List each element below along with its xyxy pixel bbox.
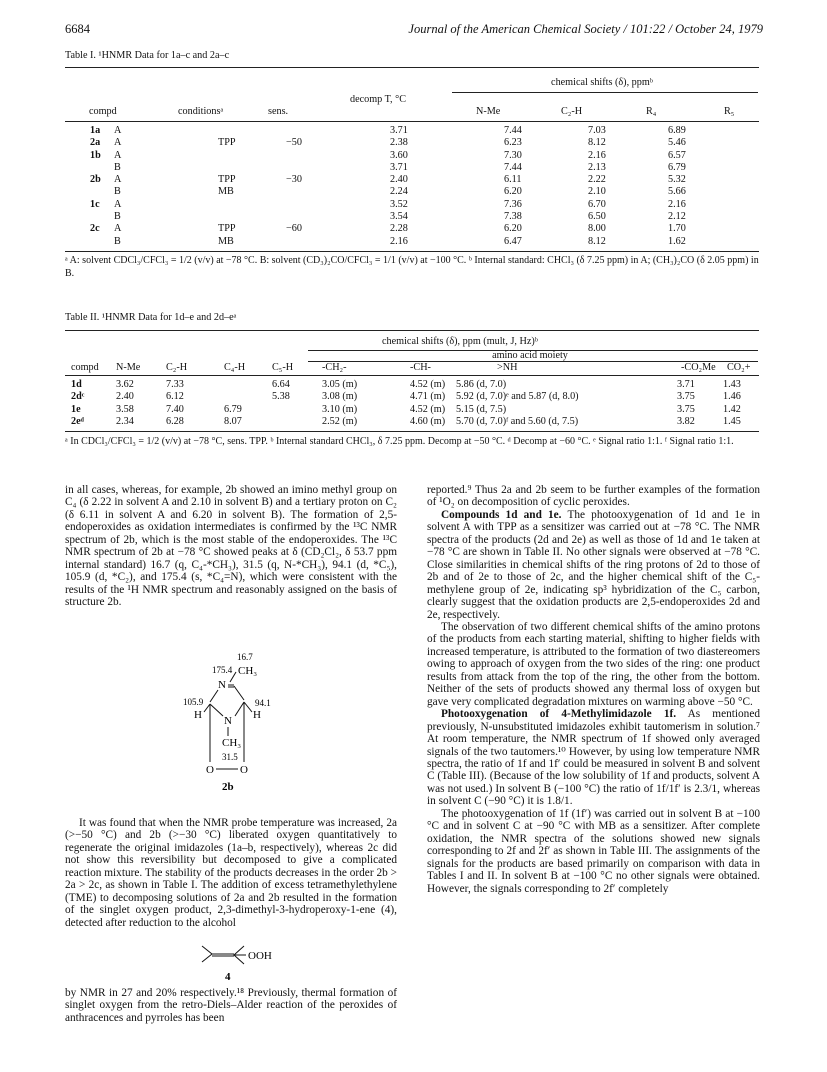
paragraph: by NMR in 27 and 20% respectively.¹⁸ Previously, thermal formation of singlet oxygen from the retro-Diels–Alder reaction of the peroxides of anthracences and pyrroles has been xyxy=(65,987,397,1024)
table-cell: 6.64 xyxy=(272,379,290,390)
paragraph: The observation of two different chemical shifts of the amino protons of the products from each starting material, shifting to higher fields with increased temperature, is attributed to the formation of two diastereomers owing to approach of oxygen from the two sides of the ring: one product results from attack from the top of the ring, the other from the bottom. Neither of the sets of products showed any thermal loss of oxygen but gave very complicated degradation mixtures on warming above −50 °C. xyxy=(427,620,760,708)
table-cell: 1.43 xyxy=(723,379,741,390)
structure-label: H xyxy=(253,709,261,721)
table-cell: 5.66 xyxy=(668,186,686,198)
table-cell: 6.12 xyxy=(166,391,184,403)
table-cell: −30 xyxy=(286,174,302,186)
table-cell: 8.07 xyxy=(224,415,242,427)
table-cell: 2.40 xyxy=(390,174,408,186)
table-cell: 5.92 (d, 7.0)ᵉ and 5.87 (d, 8.0) xyxy=(456,391,579,403)
table-cell: 7.33 xyxy=(166,379,184,390)
table-cell: 5.38 xyxy=(272,391,290,403)
table-cell: 2.13 xyxy=(588,161,606,173)
table-cell: 2.24 xyxy=(390,186,408,198)
table-cell: 7.44 xyxy=(504,161,522,173)
table1-bottom-rule xyxy=(65,251,759,252)
structure-label: 16.7 xyxy=(237,652,253,662)
table-cell: 1d xyxy=(71,379,82,390)
table-cell: 6.20 xyxy=(504,186,522,198)
table1-col-compd: compd xyxy=(89,106,117,117)
left-column-bottom xyxy=(65,987,397,1024)
table-row xyxy=(90,223,745,235)
table-cell: 5.86 (d, 7.0) xyxy=(456,379,507,390)
table-row xyxy=(71,404,759,416)
table1-body xyxy=(90,125,745,248)
left-column-middle xyxy=(65,817,397,929)
table-cell: 1.62 xyxy=(668,235,686,247)
table2-group-header: chemical shifts (δ), ppm (mult, J, Hz)ᵇ xyxy=(382,336,538,347)
table-cell: B xyxy=(114,211,121,223)
table-cell: 1.45 xyxy=(723,415,741,427)
table-row xyxy=(90,125,745,137)
paragraph-heading: Photooxygenation of 4-Methylimidazole 1f. xyxy=(441,708,677,721)
table-cell: 4.71 (m) xyxy=(410,391,446,403)
table-cell: 8.12 xyxy=(588,137,606,149)
structure-label: 94.1 xyxy=(255,698,271,708)
bond-line xyxy=(244,702,252,712)
table-cell xyxy=(218,125,286,137)
table2-header-rule xyxy=(65,375,759,376)
structure-label: CH₃ xyxy=(222,737,242,749)
table-cell: 5.15 (d, 7.5) xyxy=(456,403,507,415)
structure-label: O xyxy=(206,764,214,776)
table2-col-c5h: C₅-H xyxy=(272,362,294,373)
table-cell: 6.47 xyxy=(504,235,522,247)
table-row xyxy=(90,150,745,162)
table2-col-ch: -CH- xyxy=(410,362,431,373)
table2-col-c2h: C₂-H xyxy=(166,362,188,373)
table-cell: A xyxy=(114,223,122,235)
table-cell: 2a xyxy=(90,137,101,149)
table-cell: 2.16 xyxy=(588,149,606,161)
table-row xyxy=(90,236,745,248)
structure-label: 105.9 xyxy=(183,697,204,707)
table-cell: 3.08 (m) xyxy=(322,391,358,403)
table-cell: 3.75 xyxy=(677,403,695,415)
table-cell xyxy=(224,379,272,391)
table-cell: 1.42 xyxy=(723,403,741,415)
table-cell xyxy=(90,211,114,223)
table-cell: 4.52 (m) xyxy=(410,403,446,415)
table-cell: A xyxy=(114,137,122,149)
table-cell: 3.75 xyxy=(677,391,695,403)
table2-col-co2plus: CO₂+ xyxy=(727,362,751,373)
table1-top-rule xyxy=(65,67,759,68)
table-cell: A xyxy=(114,198,122,210)
structure-4-label: 4 xyxy=(225,971,231,983)
table-cell xyxy=(218,150,286,162)
table-cell: TPP xyxy=(218,174,236,186)
table-row xyxy=(71,416,759,428)
table-cell: 1c xyxy=(90,198,100,210)
table-cell: 2.22 xyxy=(588,174,606,186)
table-cell xyxy=(286,150,390,162)
left-column-top xyxy=(65,484,397,609)
table-cell: 4.52 (m) xyxy=(410,379,446,390)
table-cell: 3.71 xyxy=(677,379,695,390)
table-cell xyxy=(218,199,286,211)
table1-caption: Table I. ¹HNMR Data for 1a–c and 2a–c xyxy=(65,50,230,61)
table-cell xyxy=(90,186,114,198)
table-cell: 3.54 xyxy=(390,211,408,223)
table-cell: 1a xyxy=(90,125,101,136)
paragraph: It was found that when the NMR probe temperature was increased, 2a (>−50 °C) and 2b (>−30 °C) liberated oxygen quantitatively to regenerate the original imidazoles (1a–b, respectively), whereas 2c did not show this reversibility but decomposed to give a complicated reaction mixture. The stability of the products decreases in the order 2b > 2a > 2c, as shown in Table I. The addition of excess tetramethylethylene (TME) to decomposing solutions of 2a and 2b resulted in the formation of the singlet oxygen product, 2,3-dimethyl-3-hydroperoxy-1-ene (4), detected after reduction to the alcohol xyxy=(65,817,397,929)
table-cell: MB xyxy=(218,235,234,247)
table-cell: 6.50 xyxy=(588,211,606,223)
table-cell: 2eᵈ xyxy=(71,415,84,427)
table-cell: B xyxy=(114,235,121,247)
table2-col-ch2: -CH₂- xyxy=(322,362,347,373)
structure-label: O xyxy=(240,764,248,776)
table-cell: MB xyxy=(218,186,234,198)
table-cell: B xyxy=(114,186,121,198)
table-cell: 7.36 xyxy=(504,198,522,210)
bond-line xyxy=(210,704,223,716)
structure-label: N xyxy=(218,679,226,691)
table-cell: 2.12 xyxy=(668,211,686,223)
table-cell: 6.79 xyxy=(224,403,242,415)
table-cell xyxy=(286,211,390,223)
table-cell: A xyxy=(114,174,122,186)
table1-col-conditions: conditionsᵃ xyxy=(178,106,224,117)
table-cell xyxy=(272,404,322,416)
table2-top-rule xyxy=(65,330,759,331)
table-row xyxy=(90,174,745,186)
table-cell: 2c xyxy=(90,223,100,235)
running-header: Journal of the American Chemical Society / 101:22 / October 24, 1979 xyxy=(408,22,763,36)
table-row xyxy=(90,162,745,174)
table-cell: 7.44 xyxy=(504,125,522,136)
table-cell: 3.60 xyxy=(390,149,408,161)
table-cell: 3.71 xyxy=(390,125,408,136)
table-cell xyxy=(224,391,272,403)
table-cell: 2.34 xyxy=(116,415,134,427)
table2-col-co2me: -CO₂Me xyxy=(681,362,716,373)
table-row xyxy=(90,137,745,149)
table-cell: 2.38 xyxy=(390,137,408,149)
table-cell: 6.11 xyxy=(504,174,522,186)
table-cell: 6.89 xyxy=(668,125,686,136)
table2-col-c4h: C₄-H xyxy=(224,362,246,373)
bond-line xyxy=(234,686,244,700)
table1-col-nme: N-Me xyxy=(476,106,501,117)
table-cell: 8.00 xyxy=(588,223,606,235)
paragraph-text: The photooxygenation of 1d and 1e in solvent A with TPP as a sensitizer was carried out at −78 °C. The NMR spectra of the products (2d and 2e) as well as those of 1d and 1e taken at −78 °C are shown in Table II. No other signals were observed at −78 °C. Close similarities in chemical shifts of the ring protons of 2d to those of 2b and of 2e to those of 2c, and the higher chemical shift of the C₅-methylene group of 2e, indicating sp³ hybridization of the C₅ carbon, clearly suggest that the oxidation products are 2,5-endoperoxides 2d and 2e, respectively. xyxy=(427,508,760,621)
table-cell: 7.40 xyxy=(166,403,184,415)
table-cell: 3.52 xyxy=(390,198,408,210)
bond-line xyxy=(210,690,218,702)
table2-body xyxy=(71,379,759,428)
table-cell: TPP xyxy=(218,137,236,149)
table-cell: 7.30 xyxy=(504,149,522,161)
bond-line xyxy=(204,704,210,712)
table-cell: 2dᶜ xyxy=(71,391,85,403)
table-cell: 2.16 xyxy=(668,198,686,210)
table-cell: 5.70 (d, 7.0)ᶠ and 5.60 (d, 7.5) xyxy=(456,415,579,427)
table-cell: 6.57 xyxy=(668,149,686,161)
structure-label: H xyxy=(194,709,202,721)
table-cell: 3.58 xyxy=(116,403,134,415)
structure-label: N xyxy=(224,715,232,727)
table-cell: 2b xyxy=(90,174,101,186)
table1-col-sens: sens. xyxy=(268,106,289,117)
paragraph-heading: Compounds 1d and 1e. xyxy=(441,508,562,521)
table-cell: 5.32 xyxy=(668,174,686,186)
table-cell xyxy=(286,186,390,198)
table-cell: 5.46 xyxy=(668,137,686,149)
table2-bottom-rule xyxy=(65,431,759,432)
table-cell: 6.79 xyxy=(668,161,686,173)
table1-group-rule xyxy=(452,92,758,93)
table1-group-header: chemical shifts (δ), ppmᵇ xyxy=(551,77,653,88)
table-cell: A xyxy=(114,149,122,161)
table-row xyxy=(71,379,759,391)
structure-2b-label: 2b xyxy=(222,781,234,793)
table-cell xyxy=(90,162,114,174)
table1-footnote: ᵃ A: solvent CDCl₃/CFCl₃ = 1/2 (v/v) at −78 °C. B: solvent (CD₃)₂CO/CFCl₃ = 1/1 (v/v) at −100 °C. ᵇ Internal standard: CHCl₃ (δ 7.25 ppm) in A; (CH₃)₂CO (δ 2.05 ppm) in B. xyxy=(65,255,759,279)
paragraph-text: As mentioned previously, N-unsubstituted imidazoles exhibit tautomerism in solution.⁷ At room temperature, the NMR spectrum of 1f showed only averaged signals of the two tautomers.¹⁰ However, by using low temperature NMR spectra, the ratio of 1f and 1f′ could be measured in solvent B and solvent C (Table III). (Because of the low solubility of 1f and products, solvent A was not used.) In solvent B (−100 °C) the ratio of 1f/1f′ is 2.3/1, whereas in solvent C (−90 °C) it is 1.8/1. xyxy=(427,708,760,808)
table-row xyxy=(90,199,745,211)
table-cell: 7.38 xyxy=(504,211,522,223)
table1-col-r4: R₄ xyxy=(646,106,657,117)
table-cell: 6.20 xyxy=(504,223,522,235)
table-cell xyxy=(272,416,322,428)
bond-line xyxy=(202,946,212,962)
table-cell: B xyxy=(114,161,121,173)
table-cell: −60 xyxy=(286,223,302,235)
table-cell: 3.71 xyxy=(390,161,408,173)
table-cell: 1e xyxy=(71,403,81,415)
paragraph: The photooxygenation of 1f (1f′) was carried out in solvent B at −100 °C and in solvent C at −90 °C with MB as a sensitizer. After complete oxidation, the NMR spectra of the solutions showed new signals corresponding to 2f and 2f′ as shown in Table III. The assignments of the signals for the products are based primarily on comparison with data in Tables I and II. In solvent B at −100 °C no other signals were obtained. However, the signals corresponding to 2f′ completely xyxy=(427,807,760,895)
table-cell: 3.62 xyxy=(116,379,134,390)
table-cell: 1.70 xyxy=(668,223,686,235)
table-cell: 3.05 (m) xyxy=(322,379,358,390)
table-cell: 2.10 xyxy=(588,186,606,198)
table2-sub-header: amino acid moiety xyxy=(492,350,568,361)
table-row xyxy=(71,391,759,403)
table-cell xyxy=(90,236,114,248)
table-cell xyxy=(286,236,390,248)
right-column xyxy=(427,484,760,895)
table-row xyxy=(90,186,745,198)
structure-4 xyxy=(190,940,310,986)
table2-col-nme: N-Me xyxy=(116,362,141,373)
table-cell: 3.82 xyxy=(677,415,695,427)
table-cell: 6.28 xyxy=(166,415,184,427)
table2-caption: Table II. ¹HNMR Data for 1d–e and 2d–eᵃ xyxy=(65,312,237,323)
table-cell: 6.70 xyxy=(588,198,606,210)
table1-col-decomp: decomp T, °C xyxy=(349,94,407,105)
table1-header-rule xyxy=(65,121,759,122)
bond-line xyxy=(235,702,244,716)
table-cell: −50 xyxy=(286,137,302,149)
structure-label: 31.5 xyxy=(222,752,238,762)
structure-label: CH₃ xyxy=(238,665,258,677)
table-cell: 2.40 xyxy=(116,391,134,403)
table-cell: TPP xyxy=(218,223,236,235)
table1-col-r5: R₅ xyxy=(724,106,735,117)
table-cell xyxy=(286,162,390,174)
table-cell: 6.23 xyxy=(504,137,522,149)
table-cell: A xyxy=(114,125,122,136)
paragraph xyxy=(427,509,760,621)
table-cell xyxy=(286,199,390,211)
table-cell: 8.12 xyxy=(588,235,606,247)
table-cell xyxy=(286,125,390,137)
table-cell xyxy=(218,162,286,174)
table2-col-nh: >NH xyxy=(497,362,518,373)
structure-2b xyxy=(160,650,330,808)
table-cell: 2.16 xyxy=(390,235,408,247)
paragraph: reported.⁹ Thus 2a and 2b seem to be further examples of the formation of ¹O₂ on decomposition of cyclic peroxides. xyxy=(427,484,760,509)
paragraph xyxy=(427,708,760,808)
table-cell: 1b xyxy=(90,149,101,161)
table-cell: 4.60 (m) xyxy=(410,415,446,427)
paragraph: in all cases, whereas, for example, 2b showed an imino methyl group on C₄ (δ 2.22 in solvent A and 2.10 in solvent B) and a tertiary proton on C₂ (δ 6.11 in solvent A and 6.20 in solvent B). The formation of 2,5-endoperoxides as oxidation intermediates is confirmed by the ¹³C NMR spectrum of 2b, which is the most stable of the endoperoxides. The ¹³C NMR spectrum of 2b at −78 °C showed peaks at δ (CD₂Cl₂, δ 53.7 ppm internal standard) 16.7 (q, C₄-*CH₃), 31.5 (q, N-*CH₃), 94.1 (d, *C₅), 105.9 (d, *C₂), and 175.4 (s, *C₄=N), which were consistent with the results of the ¹H NMR spectrum and reasonably assigned on the basis of structure 2b. xyxy=(65,484,397,609)
page-number: 6684 xyxy=(65,22,90,36)
table-cell: 2.52 (m) xyxy=(322,415,358,427)
table-cell: 2.28 xyxy=(390,223,408,235)
table1-col-c2h: C₂-H xyxy=(561,106,583,117)
table-cell xyxy=(218,211,286,223)
table2-col-compd: compd xyxy=(71,362,99,373)
table-cell: 1.46 xyxy=(723,391,741,403)
table-cell: 3.10 (m) xyxy=(322,403,358,415)
structure-label: 175.4 xyxy=(212,665,233,675)
table-row xyxy=(90,211,745,223)
table2-footnote: ᵃ In CDCl₃/CFCl₃ = 1/2 (v/v) at −78 °C, sens. TPP. ᵇ Internal standard CHCl₃, δ 7.25 ppm. Decomp at −50 °C. ᵈ Decomp at −60 °C. ᵉ Signal ratio 1:1. ᶠ Signal ratio 1:1. xyxy=(65,436,734,447)
structure-label: OOH xyxy=(248,950,272,962)
table-cell: 7.03 xyxy=(588,125,606,136)
